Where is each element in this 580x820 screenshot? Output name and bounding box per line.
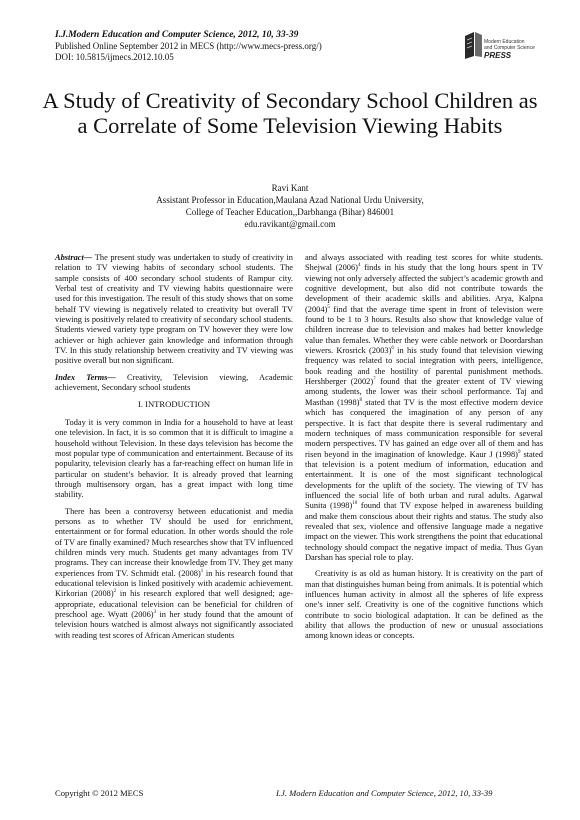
index-terms-dash: — xyxy=(107,372,128,382)
author-email: edu.ravikant@gmail.com xyxy=(244,219,336,229)
published-line: Published Online September 2012 in MECS (http://www.mecs-press.org/) xyxy=(55,41,322,51)
paper-title: A Study of Creativity of Secondary School Children as a Correlate of Some Television Viewing Habits xyxy=(42,88,538,138)
author-affiliation-1: Assistant Professor in Education,Maulana Azad National Urdu University, xyxy=(156,195,424,205)
index-terms xyxy=(55,373,293,394)
right-column xyxy=(305,253,543,648)
author-affiliation-2: College of Teacher Education,,Darbhanga (Bihar) 846001 xyxy=(185,207,395,217)
author-block xyxy=(40,182,540,230)
text-run: in his study found that television viewing frequency was related to social integration with peers, intelligence, book reading and the hostility of parental punishment methods. Hershberger (2002) xyxy=(305,346,543,387)
right-paragraph-1 xyxy=(305,253,543,563)
citation-sup: 3 xyxy=(153,610,157,616)
text-run: and always associated with reading test scores for white students. Shejwal (2006) xyxy=(305,253,543,273)
citation-sup: 10 xyxy=(352,501,358,507)
text-run: found that TV expose helped in awareness building and make them conscious about their rights and status. The study also revealed that sex, violence and offensive language made a negative impact on the viewer. This work strengthens the point that educational technology should compact the negative impact of media. Thus Gyan Darshan has special role to play. xyxy=(305,501,543,562)
citation-sup: 6 xyxy=(391,346,394,352)
text-run: There has been a controversy between educationist and media persons as to whether TV should be used for enrichment, entertainment or for formal education. In other words should the role of TV are finally examined? Much researches show that TV influenced children minds very much. Students get many advantages from TV programs. They can increase their knowledge from TV. They get many experiences from TV. Schmidt etal. (2008) xyxy=(55,506,293,578)
abstract-dash: — xyxy=(83,253,95,262)
citation-sup: 5 xyxy=(327,304,330,310)
citation-sup: 9 xyxy=(517,449,521,455)
right-paragraph-2: Creativity is as old as human history. It is creativity on the part of man that distinguishes human being from animals. It is potential which influences human activity in almost all the spheres of life express one’s inner self. Creativity is one of the cognitive functions which contribute to socio biological adaptation. It can be defined as the ability that allows the production of new or unusual associations among known ideas or concepts. xyxy=(305,569,543,641)
index-terms-text: Creativity, Television viewing, Academic achievement, Secondary school students xyxy=(55,372,294,393)
text-run: found that the greater extent of TV viewing among students, the lower was their school performance. Taj and Masthan (1998) xyxy=(305,377,543,407)
citation-sup: 7 xyxy=(373,377,376,383)
footer-copyright: Copyright © 2012 MECS xyxy=(55,788,144,798)
text-run: find that the average time spent in front of television were found to be 1 to 3 hours. Results also show that knowledge value of children increase due to television and makes had better knowledge value than females. Whether they were cable network or Doordarshan viewers. Krosrick (2003) xyxy=(305,304,543,356)
citation-sup: 4 xyxy=(357,263,361,269)
logo-line-2: and Computer Science xyxy=(484,45,535,51)
doi-line: DOI: 10.5815/ijmecs.2012.10.05 xyxy=(55,52,174,62)
abstract xyxy=(55,253,293,367)
logo-line-1: Modern Education xyxy=(484,39,525,45)
citation-sup: 8 xyxy=(359,398,362,404)
text-run: finds in his study that the long hours spent in TV viewing not only adversely affected the subject’s academic growth and cognitive development, but also did not contribute towards the development of their academic skills and abilities. Arya, Kalpna (2004) xyxy=(305,263,543,314)
logo-press: PRESS xyxy=(484,51,512,60)
footer-journal: I.J. Modern Education and Computer Science, 2012, 10, 33-39 xyxy=(276,788,493,798)
text-run: in his research explored that well designed; age-appropriate, educational television can be beneficial for children of preschool age. Wyatt (2006) xyxy=(55,589,294,619)
citation-sup: 1 xyxy=(200,568,204,574)
text-run: stated that television is a potent medium of information, education and entertainment. It is one of the most significant technological developments for the uplift of the society. The viewing of TV has influenced the social life of both urban and rural adults. Agarwal Sunita (1998) xyxy=(305,449,543,511)
abstract-label: Abstract xyxy=(55,253,84,262)
publisher-logo xyxy=(462,30,542,66)
logo-text xyxy=(484,39,535,60)
text-run: in her study found that the amount of television hours watched is almost always not significantly associated with reading test scores of African American students xyxy=(55,610,293,640)
intro-paragraph-1: Today it is very common in India for a household to have at least one television. In fact, it is so common that it is difficult to imagine a household without Television. In these days television has become the most popular type of communication and entertainment. Because of its popularity, television clearly has a far-reaching effect on human life in particular on student’s behavior. It is already proved that learning through multisensory organ, has a great impact with long time stability. xyxy=(55,417,293,500)
left-column xyxy=(55,253,293,647)
text-run: stated that TV is the most effective modern device which has conquered the imagination of any person of any perspective. It is fact that despite there is several rudimentary and modern techniques of mass communication responsible for several modern perspectives. TV has gained an edge over all of them and has risen beyond in the imagination of knowledge. Kaur J (1998) xyxy=(305,397,544,459)
citation-sup: 2 xyxy=(113,589,117,595)
journal-line: I.J.Modern Education and Computer Science, 2012, 10, 33-39 xyxy=(55,30,299,40)
section-heading-introduction: I. INTRODUCTION xyxy=(137,399,211,410)
author-name: Ravi Kant xyxy=(271,183,309,193)
abstract-text: The present study was undertaken to study of creativity in relation to TV viewing habits of secondary school students. The sample consists of 400 secondary school students of Rampur city. Verbal test of creativity and TV viewing habits questionnaire were used for this investigation. The result of this study shows that on some behalf TV viewing is negatively related to creativity but overall TV viewing is positively related to creativity of secondary school students. Students viewed variety type program on TV however they were low achiever or high achiever gain knowledge and information through TV. In this study relationship between creativity and TV viewing was positive overall but non significant. xyxy=(55,253,293,366)
intro-paragraph-2 xyxy=(55,507,293,641)
journal-header xyxy=(55,30,322,63)
text-run: in his research found that educational television is linked positively with academic achievement. Kirkorian (2008) xyxy=(55,568,293,599)
index-terms-label: Index Terms xyxy=(55,372,108,382)
book-icon xyxy=(462,30,484,60)
